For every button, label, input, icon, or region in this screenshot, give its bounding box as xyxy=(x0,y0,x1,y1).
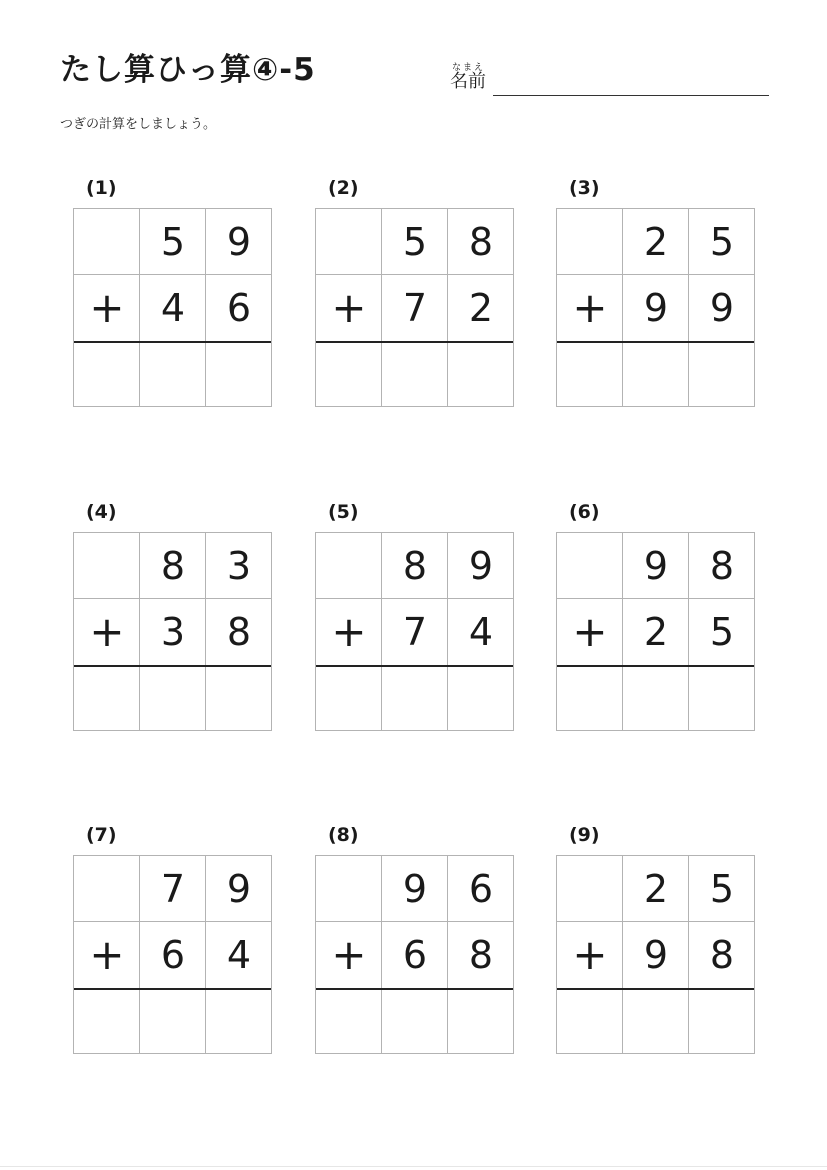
answer-tens-box[interactable] xyxy=(382,666,448,732)
bottom-tens-digit: 9 xyxy=(643,933,669,977)
answer-ones-box[interactable] xyxy=(448,666,514,732)
answer-hundreds-box[interactable] xyxy=(74,666,140,732)
problem-number: (7) xyxy=(86,824,117,846)
answer-tens-box[interactable] xyxy=(140,989,206,1055)
problem-1 xyxy=(73,176,273,406)
bottom-ones-digit: 4 xyxy=(468,610,494,654)
bottom-ones-digit: 2 xyxy=(468,286,494,330)
problem-number: (2) xyxy=(328,177,359,199)
bottom-ones-digit: 8 xyxy=(226,610,252,654)
answer-hundreds-box[interactable] xyxy=(74,989,140,1055)
plus-sign: + xyxy=(89,607,125,656)
top-ones-digit: 5 xyxy=(709,867,735,911)
bottom-ones-digit: 8 xyxy=(709,933,735,977)
problem-number: (1) xyxy=(86,177,117,199)
problem-number: (4) xyxy=(86,501,117,523)
top-ones-digit: 9 xyxy=(226,220,252,264)
problem-6 xyxy=(556,500,756,730)
problem-7 xyxy=(73,823,273,1053)
answer-ones-box[interactable] xyxy=(689,666,755,732)
name-ruby: なまえ xyxy=(452,63,486,73)
answer-ones-box[interactable] xyxy=(689,989,755,1055)
plus-sign: + xyxy=(89,283,125,332)
bottom-tens-digit: 9 xyxy=(643,286,669,330)
bottom-ones-digit: 8 xyxy=(468,933,494,977)
bottom-tens-digit: 4 xyxy=(160,286,186,330)
answer-hundreds-box[interactable] xyxy=(557,666,623,732)
answer-tens-box[interactable] xyxy=(140,342,206,408)
plus-sign: + xyxy=(572,607,608,656)
top-ones-digit: 6 xyxy=(468,867,494,911)
problem-5 xyxy=(315,500,515,730)
answer-ones-box[interactable] xyxy=(448,342,514,408)
problem-number: (9) xyxy=(569,824,600,846)
problem-3 xyxy=(556,176,756,406)
problem-grid xyxy=(556,855,755,1054)
problem-number: (3) xyxy=(569,177,600,199)
bottom-tens-digit: 7 xyxy=(402,610,428,654)
problem-number: (6) xyxy=(569,501,600,523)
problem-grid xyxy=(73,855,272,1054)
answer-tens-box[interactable] xyxy=(382,989,448,1055)
top-ones-digit: 9 xyxy=(468,544,494,588)
top-tens-digit: 8 xyxy=(402,544,428,588)
answer-ones-box[interactable] xyxy=(206,342,272,408)
bottom-ones-digit: 9 xyxy=(709,286,735,330)
answer-tens-box[interactable] xyxy=(623,342,689,408)
problem-number: (8) xyxy=(328,824,359,846)
answer-ones-box[interactable] xyxy=(206,666,272,732)
top-ones-digit: 8 xyxy=(468,220,494,264)
top-tens-digit: 5 xyxy=(402,220,428,264)
top-tens-digit: 7 xyxy=(160,867,186,911)
answer-hundreds-box[interactable] xyxy=(557,342,623,408)
answer-tens-box[interactable] xyxy=(623,666,689,732)
problem-grid xyxy=(73,532,272,731)
plus-sign: + xyxy=(89,930,125,979)
problem-grid xyxy=(556,532,755,731)
answer-hundreds-box[interactable] xyxy=(316,342,382,408)
problem-9 xyxy=(556,823,756,1053)
problem-grid xyxy=(315,208,514,407)
bottom-tens-digit: 2 xyxy=(643,610,669,654)
answer-tens-box[interactable] xyxy=(140,666,206,732)
bottom-ones-digit: 6 xyxy=(226,286,252,330)
top-ones-digit: 8 xyxy=(709,544,735,588)
worksheet-title: たし算ひっ算④-5 xyxy=(60,52,316,88)
bottom-tens-digit: 6 xyxy=(160,933,186,977)
name-field xyxy=(448,60,770,100)
plus-sign: + xyxy=(331,607,367,656)
answer-ones-box[interactable] xyxy=(689,342,755,408)
problem-8 xyxy=(315,823,515,1053)
problem-grid xyxy=(315,855,514,1054)
name-write-line[interactable] xyxy=(493,95,769,96)
answer-hundreds-box[interactable] xyxy=(316,666,382,732)
plus-sign: + xyxy=(331,283,367,332)
problem-number: (5) xyxy=(328,501,359,523)
top-tens-digit: 8 xyxy=(160,544,186,588)
top-tens-digit: 9 xyxy=(643,544,669,588)
top-ones-digit: 9 xyxy=(226,867,252,911)
top-ones-digit: 3 xyxy=(226,544,252,588)
answer-ones-box[interactable] xyxy=(206,989,272,1055)
top-tens-digit: 2 xyxy=(643,220,669,264)
name-label: 名前 xyxy=(450,71,486,92)
problem-4 xyxy=(73,500,273,730)
problem-grid xyxy=(556,208,755,407)
bottom-ones-digit: 5 xyxy=(709,610,735,654)
page-bottom-rule xyxy=(0,1166,827,1167)
plus-sign: + xyxy=(572,930,608,979)
problem-2 xyxy=(315,176,515,406)
problem-grid xyxy=(73,208,272,407)
answer-tens-box[interactable] xyxy=(623,989,689,1055)
answer-ones-box[interactable] xyxy=(448,989,514,1055)
plus-sign: + xyxy=(572,283,608,332)
instruction-text: つぎの計算をしましょう。 xyxy=(60,117,217,132)
bottom-ones-digit: 4 xyxy=(226,933,252,977)
answer-hundreds-box[interactable] xyxy=(316,989,382,1055)
bottom-tens-digit: 3 xyxy=(160,610,186,654)
answer-hundreds-box[interactable] xyxy=(74,342,140,408)
answer-hundreds-box[interactable] xyxy=(557,989,623,1055)
answer-tens-box[interactable] xyxy=(382,342,448,408)
top-tens-digit: 2 xyxy=(643,867,669,911)
top-tens-digit: 5 xyxy=(160,220,186,264)
bottom-tens-digit: 7 xyxy=(402,286,428,330)
problem-grid xyxy=(315,532,514,731)
top-tens-digit: 9 xyxy=(402,867,428,911)
bottom-tens-digit: 6 xyxy=(402,933,428,977)
plus-sign: + xyxy=(331,930,367,979)
top-ones-digit: 5 xyxy=(709,220,735,264)
